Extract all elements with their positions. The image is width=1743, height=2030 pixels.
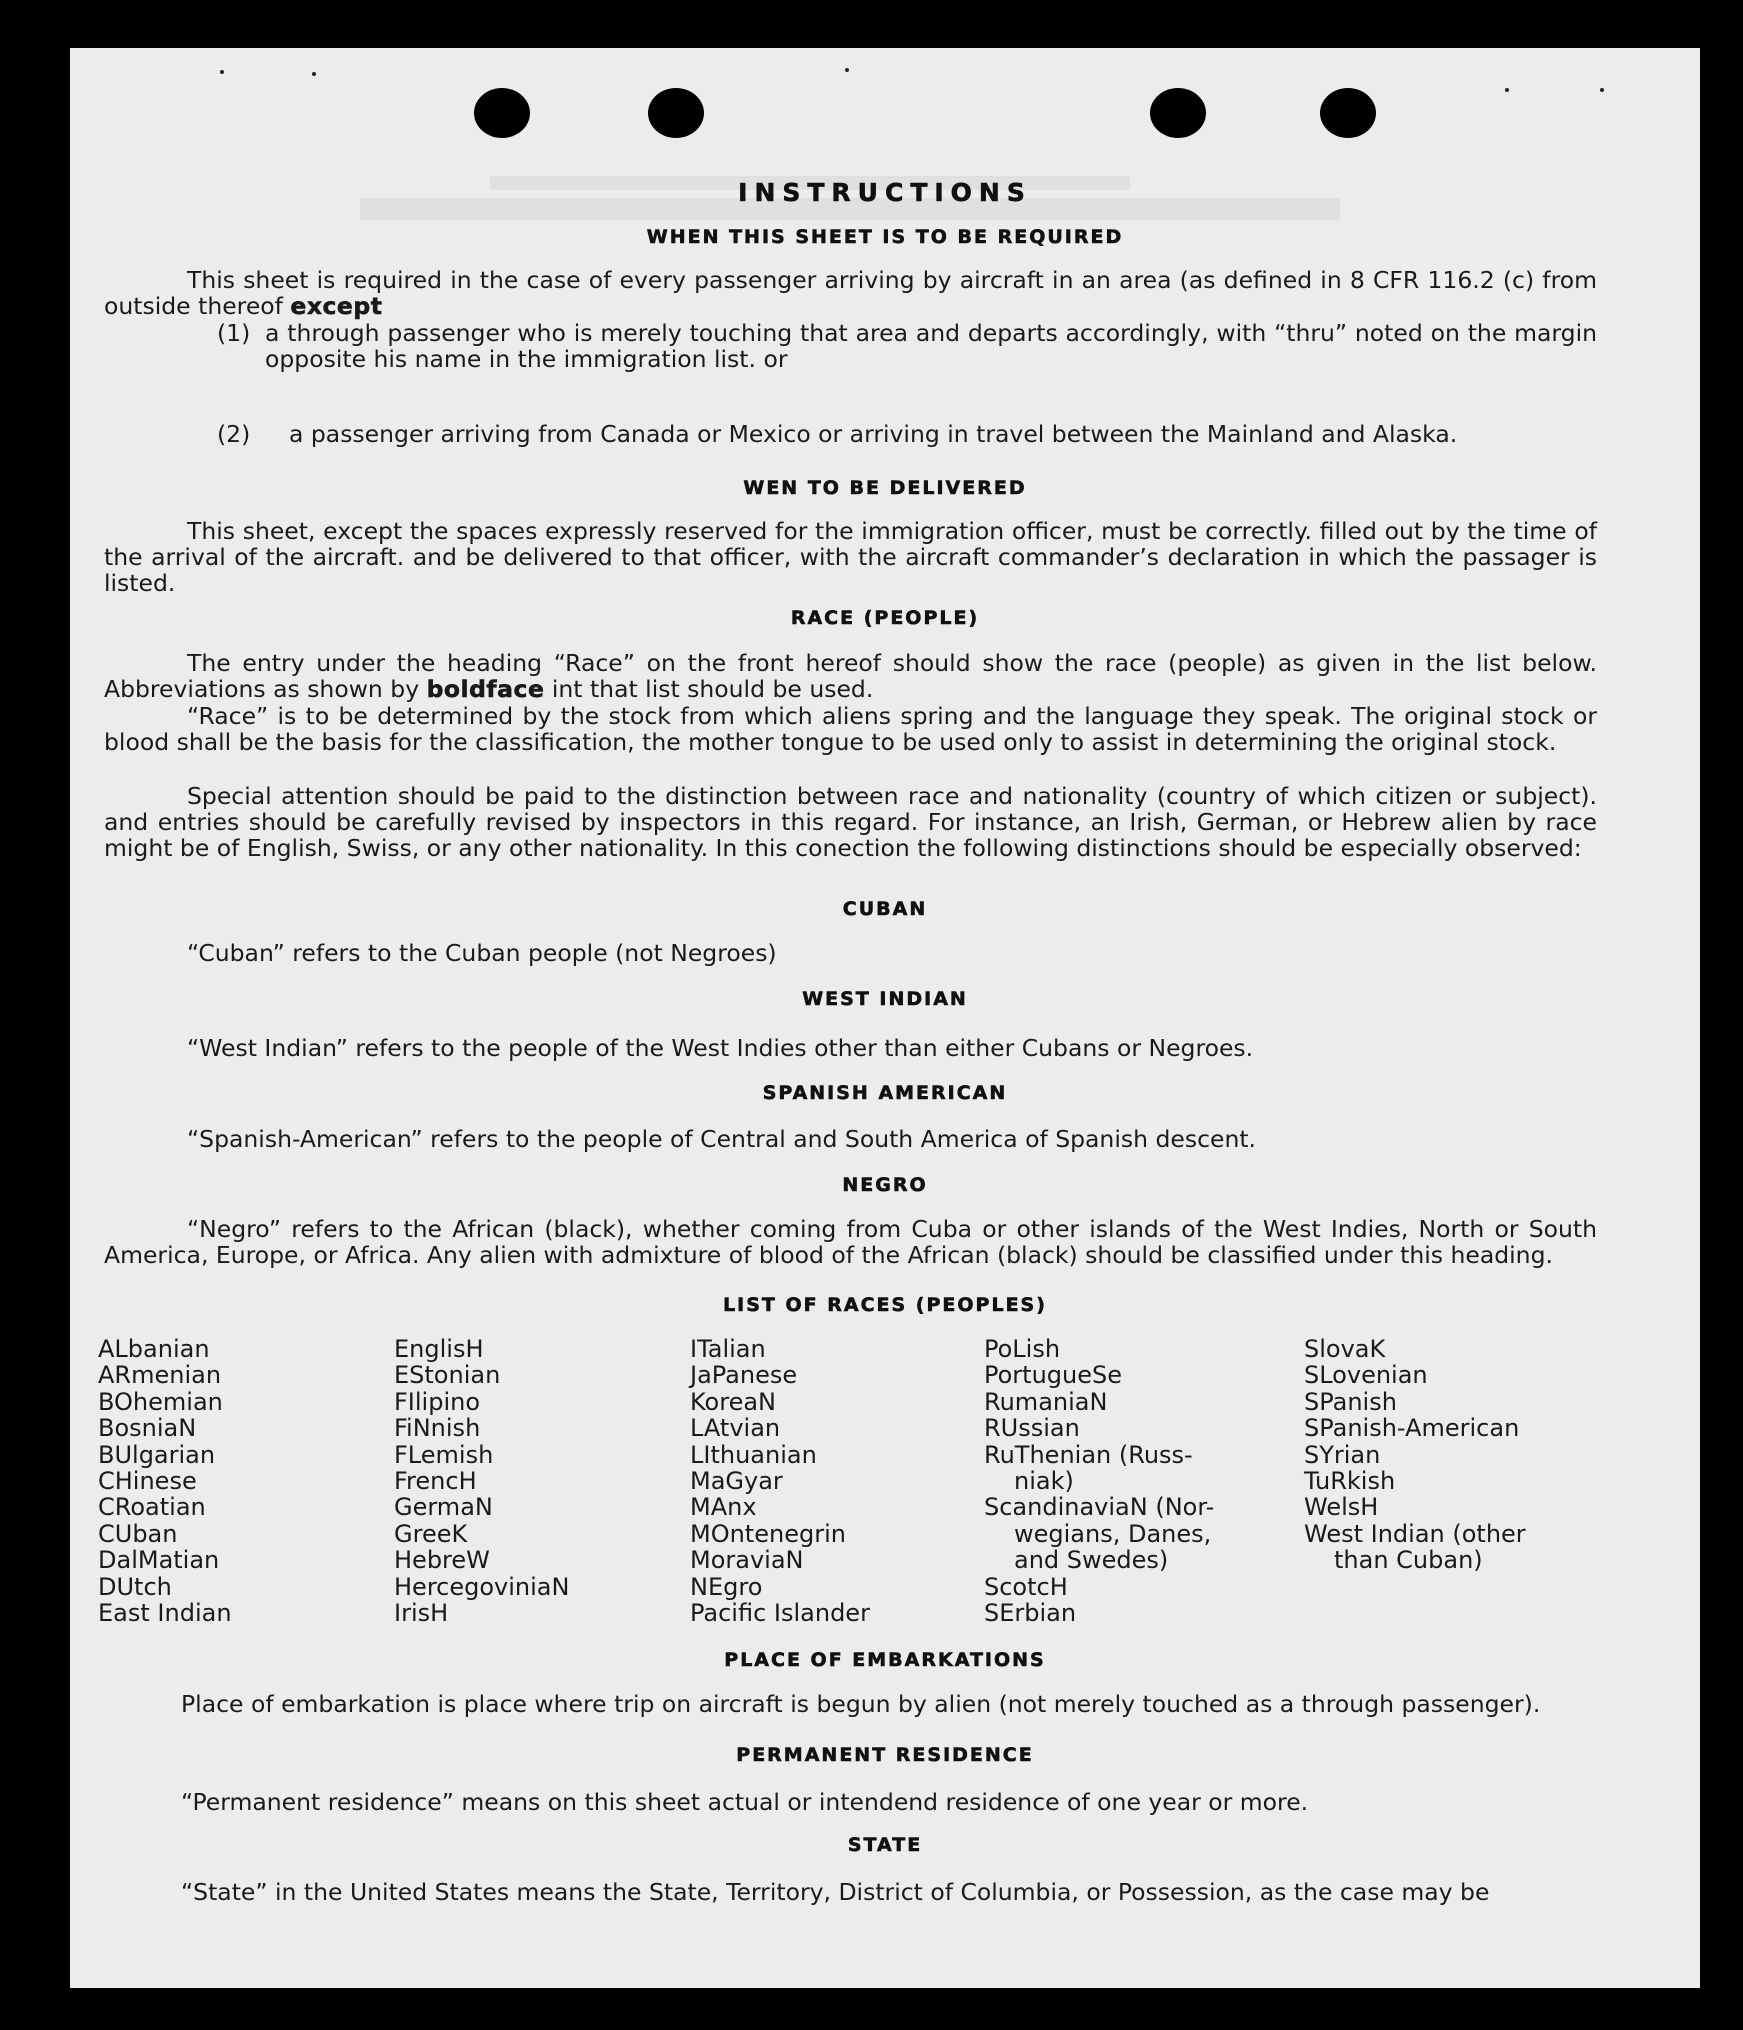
race-item: LAtvian <box>690 1414 781 1443</box>
race-item: FrencH <box>394 1467 477 1496</box>
race-item-continuation: niak) <box>1014 1467 1074 1496</box>
race-item: DalMatian <box>98 1546 220 1575</box>
scan-speck <box>1505 88 1509 92</box>
race-item: BUlgarian <box>98 1440 216 1469</box>
race-item: East Indian <box>98 1599 232 1628</box>
scan-speck <box>845 68 849 72</box>
race-item: ScotcH <box>984 1572 1068 1601</box>
race-item: EnglisH <box>394 1335 484 1363</box>
race-item: WelsH <box>1304 1493 1379 1522</box>
race-item: JaPanese <box>690 1361 798 1390</box>
race-item: FIlipino <box>394 1387 481 1416</box>
punch-hole-1 <box>474 88 530 138</box>
when-delivered-heading: WEN TO BE DELIVERED <box>743 477 1027 499</box>
race-item: PortugueSe <box>984 1361 1122 1390</box>
west-indian-text: “West Indian” refers to the people of the West Indies other than either Cubans or Negroes. <box>187 1034 1254 1062</box>
race-item: ITalian <box>690 1335 766 1363</box>
embarkation-heading: PLACE OF EMBARKATIONS <box>724 1649 1046 1671</box>
scan-speck <box>312 72 316 76</box>
race-item: DUtch <box>98 1572 172 1601</box>
race-item: TuRkish <box>1304 1467 1396 1496</box>
race-item: EStonian <box>394 1361 501 1390</box>
race-item-continuation: than Cuban) <box>1334 1546 1483 1575</box>
race-item: ARmenian <box>98 1361 222 1390</box>
race-item: BosniaN <box>98 1414 197 1443</box>
race-item: SPanish-American <box>1304 1414 1520 1443</box>
embarkation-text: Place of embarkation is place where trip on aircraft is begun by alien (not merely touched as a through passenger). <box>181 1690 1541 1718</box>
race-item: SPanish <box>1304 1387 1397 1416</box>
race-item: PoLish <box>984 1335 1061 1363</box>
race-item-continuation: and Swedes) <box>1014 1546 1169 1575</box>
race-paragraph-2: “Race” is to be determined by the stock from which aliens spring and the language they speak. The original stock or blood shall be the basis for the classification, the mother tongue to be used only to assist in determining the original stock. <box>104 702 1597 756</box>
race-item: HercegoviniaN <box>394 1572 570 1601</box>
race-item: FiNnish <box>394 1414 481 1443</box>
races-column-3 <box>690 1336 870 1626</box>
cuban-text: “Cuban” refers to the Cuban people (not Negroes) <box>187 939 777 967</box>
instructions-heading: INSTRUCTIONS <box>738 178 1032 207</box>
cuban-heading: CUBAN <box>842 898 928 920</box>
race-heading: RACE (PEOPLE) <box>790 607 980 629</box>
race-paragraph-3: Special attention should be paid to the distinction between race and nationality (country of which citizen or subject). and entries should be carefully revised by inspectors in this regard. For instance, an Irish, German, or Hebrew alien by race might be of English, Swiss, or any other nationality. In this conection the following distinctions should be especially observed: <box>104 782 1597 862</box>
races-column-4 <box>984 1336 1214 1626</box>
west-indian-heading: WEST INDIAN <box>802 988 968 1010</box>
residence-heading: PERMANENT RESIDENCE <box>736 1744 1034 1766</box>
race-item: SLovenian <box>1304 1361 1428 1390</box>
race-item: HebreW <box>394 1546 490 1575</box>
scan-speck <box>1600 88 1604 92</box>
race-item: NEgro <box>690 1572 763 1601</box>
race-item: RumaniaN <box>984 1387 1108 1416</box>
scan-speck <box>220 70 224 74</box>
list-of-races-heading: LIST OF RACES (PEOPLES) <box>723 1294 1047 1316</box>
document-sheet <box>70 48 1700 1988</box>
state-heading: STATE <box>847 1834 923 1856</box>
punch-hole-4 <box>1320 88 1376 138</box>
race-paragraph-1: The entry under the heading “Race” on the front hereof should show the race (people) as given in the list below. Abbreviations as shown by boldface int that list should be used. <box>104 649 1597 703</box>
race-item: Pacific Islander <box>690 1599 870 1628</box>
race-item: BOhemian <box>98 1387 223 1416</box>
race-item: MOntenegrin <box>690 1519 846 1548</box>
race-item: GreeK <box>394 1519 468 1548</box>
punch-hole-3 <box>1150 88 1206 138</box>
race-item: SlovaK <box>1304 1335 1386 1363</box>
race-item: FLemish <box>394 1440 494 1469</box>
race-item: RUssian <box>984 1414 1080 1443</box>
negro-text: “Negro” refers to the African (black), whether coming from Cuba or other islands of the West Indies, North or South America, Europe, or Africa. Any alien with admixture of blood of the African (black) should be classified under this heading. <box>104 1215 1597 1269</box>
race-item: SErbian <box>984 1599 1077 1628</box>
race-item: CRoatian <box>98 1493 206 1522</box>
exception-item-1: (1) a through passenger who is merely touching that area and departs accordingly, with “thru” noted on the margin opposite his name in the immigration list. or <box>217 319 1597 373</box>
race-item: CUban <box>98 1519 178 1548</box>
race-item-continuation: wegians, Danes, <box>1014 1519 1212 1548</box>
race-item: SYrian <box>1304 1440 1381 1469</box>
race-item: KoreaN <box>690 1387 776 1416</box>
punch-hole-2 <box>648 88 704 138</box>
residence-text: “Permanent residence” means on this sheet actual or intendend residence of one year or more. <box>181 1788 1309 1816</box>
when-delivered-text: This sheet, except the spaces expressly reserved for the immigration officer, must be correctly. filled out by the time of the arrival of the aircraft. and be delivered to that officer, with the aircraft commander’s declaration in which the passager is listed. <box>104 517 1597 597</box>
spanish-american-heading: SPANISH AMERICAN <box>762 1082 1008 1104</box>
race-item: ScandinaviaN (Nor- <box>984 1493 1215 1522</box>
state-text: “State” in the United States means the State, Territory, District of Columbia, or Possession, as the case may be <box>181 1878 1490 1906</box>
race-item: MoraviaN <box>690 1546 804 1575</box>
race-item: IrisH <box>394 1599 449 1628</box>
races-column-1 <box>98 1336 232 1626</box>
exception-item-2: (2) a passenger arriving from Canada or Mexico or arriving in travel between the Mainland and Alaska. <box>217 420 1458 448</box>
race-item: MaGyar <box>690 1467 783 1496</box>
race-item: MAnx <box>690 1493 757 1522</box>
race-item: RuThenian (Russ- <box>984 1440 1193 1469</box>
race-item: CHinese <box>98 1467 197 1496</box>
race-item: West Indian (other <box>1304 1519 1526 1548</box>
spanish-american-text: “Spanish-American” refers to the people of Central and South America of Spanish descent. <box>187 1125 1257 1153</box>
races-column-2 <box>394 1336 569 1626</box>
race-item: LIthuanian <box>690 1440 817 1469</box>
races-column-5 <box>1304 1336 1526 1574</box>
negro-heading: NEGRO <box>842 1174 928 1196</box>
when-required-heading: WHEN THIS SHEET IS TO BE REQUIRED <box>646 226 1124 248</box>
race-item: GermaN <box>394 1493 493 1522</box>
race-item: ALbanian <box>98 1335 210 1363</box>
when-required-text: This sheet is required in the case of every passenger arriving by aircraft in an area (as defined in 8 CFR 116.2 (c) from outside thereof except <box>104 266 1597 320</box>
